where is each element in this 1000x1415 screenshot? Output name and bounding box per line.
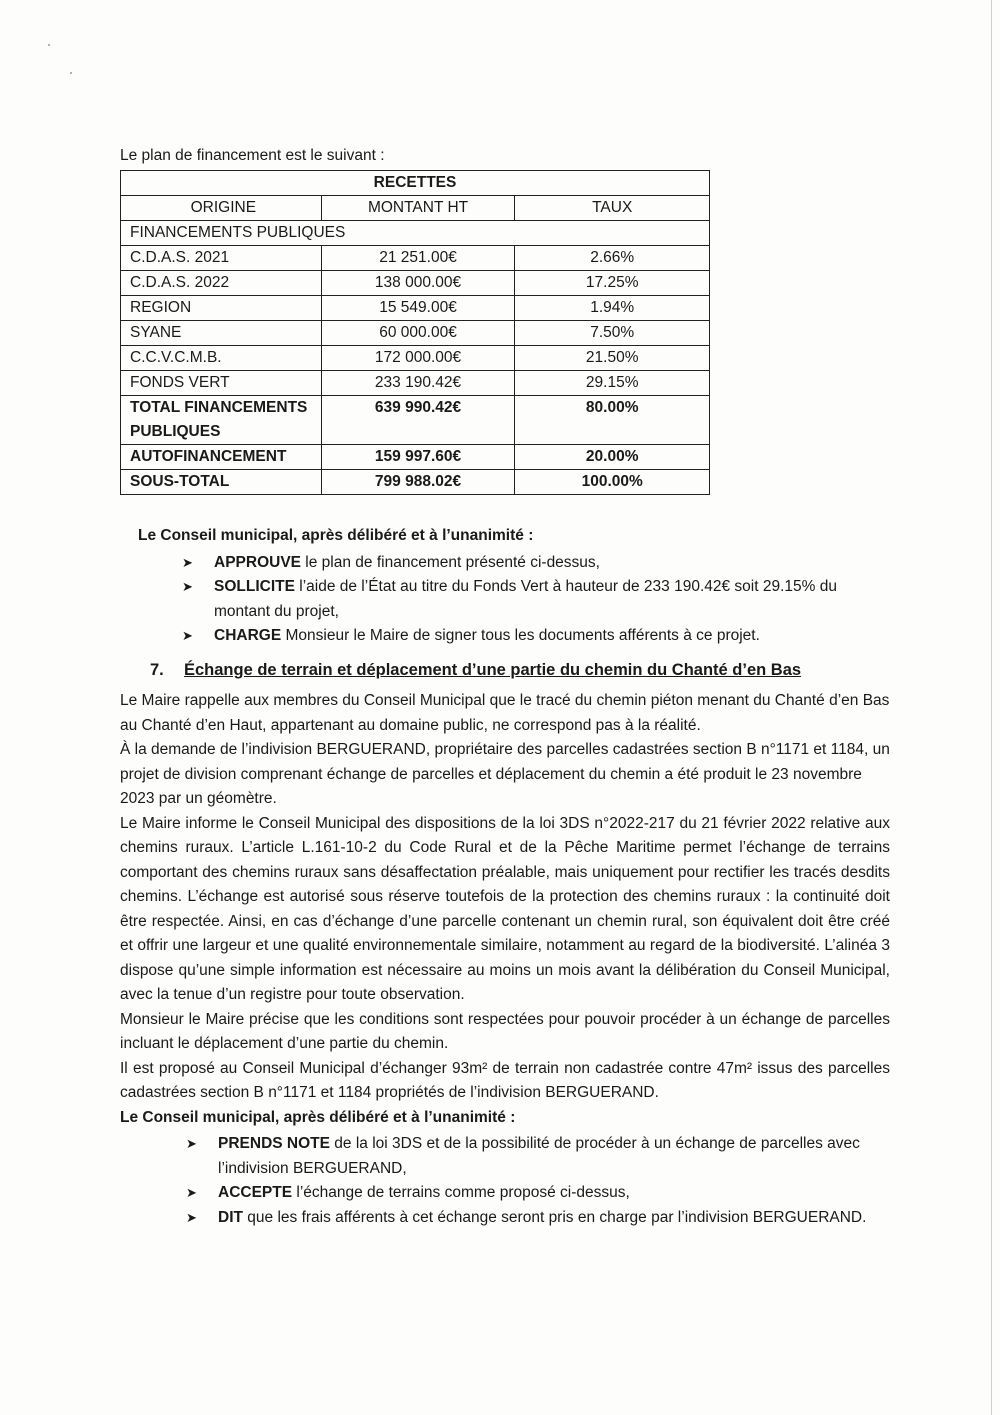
cell-montant: 799 988.02€ [321,470,515,495]
cell-montant: 172 000.00€ [321,346,515,371]
keyword: DIT [218,1208,243,1226]
paragraph: Monsieur le Maire précise que les conditions sont respectées pour pouvoir procéder à un échange de parcelles incluant le déplacement d’une partie du chemin. [120,1010,890,1052]
scan-speck [70,72,72,74]
cell-taux: 100.00% [515,470,710,495]
cell-taux: 29.15% [515,371,710,396]
paragraph: À la demande de l’indivision BERGUERAND, propriétaire des parcelles cadastrées section B n°1171 et 1184, un projet de division comprenant échange de parcelles et déplacement du chemin a été produit le 23 novembre 2023 par un géomètre. [120,741,890,807]
cell-montant: 15 549.00€ [321,296,515,321]
cell-montant: 138 000.00€ [321,271,515,296]
cell-origine: SYANE [121,321,322,346]
financing-table [120,170,710,495]
scan-speck [48,44,50,46]
decision-block-1 [138,524,888,649]
table-row [121,246,710,271]
paragraph: Il est proposé au Conseil Municipal d’échanger 93m² de terrain non cadastrée contre 47m² issus des parcelles cadastrées section B n°1171 et 1184 propriétés de l’indivision BERGUERAND. [120,1059,890,1101]
cell-origine: C.C.V.C.M.B. [121,346,322,371]
arrow-bullet-icon: ➤ [186,1185,197,1200]
list-item [186,1132,890,1181]
total-public-row [121,396,710,445]
paragraph: Le Maire rappelle aux membres du Conseil Municipal que le tracé du chemin piéton menant du Chanté d’en Bas au Chanté d’en Haut, appartenant au domaine public, ne correspond pas à la réalité. [120,692,890,734]
decision-heading: Le Conseil municipal, après délibéré et à l’unanimité : [138,527,534,544]
table-row [121,371,710,396]
keyword: APPROUVE [214,553,301,571]
cell-taux: 1.94% [515,296,710,321]
table-title: RECETTES [121,171,710,196]
table-title-row [121,171,710,196]
arrow-bullet-icon: ➤ [186,1209,197,1225]
cell-taux: 20.00% [515,445,710,470]
section-heading [150,661,801,680]
financing-intro: Le plan de financement est le suivant : [120,147,385,164]
table-row [121,271,710,296]
arrow-bullet-icon: ➤ [182,628,193,643]
table-row [121,321,710,346]
header-taux: TAUX [515,196,710,221]
decision-list [182,551,888,649]
total-label-line2: PUBLIQUES [130,423,221,440]
total-label-line1: TOTAL FINANCEMENTS [130,399,308,416]
arrow-bullet-icon: ➤ [182,579,193,594]
header-montant: MONTANT HT [321,196,515,221]
section-body [120,689,890,1230]
table-row [121,346,710,371]
cell-montant: 639 990.42€ [321,396,515,445]
decision-heading: Le Conseil municipal, après délibéré et à l’unanimité : [120,1108,516,1126]
list-item [186,1181,890,1206]
sous-total-row [121,470,710,495]
cell-origine: FONDS VERT [121,371,322,396]
item-text: que les frais afférents à cet échange seront pris en charge par l’indivision BERGUERAND. [242,1208,867,1226]
group-label: FINANCEMENTS PUBLIQUES [121,221,710,246]
item-text: l’aide de l’État au titre du Fonds Vert à hauteur de 233 190.42€ soit 29.15% du montant du projet, [214,578,837,620]
scan-edge-line [991,0,992,1415]
arrow-bullet-icon: ➤ [186,1136,197,1151]
cell-origine: SOUS-TOTAL [121,470,322,495]
cell-origine: REGION [121,296,322,321]
cell-montant: 21 251.00€ [321,246,515,271]
item-text: Monsieur le Maire de signer tous les documents afférents à ce projet. [281,627,760,644]
cell-taux: 7.50% [515,321,710,346]
keyword: ACCEPTE [218,1184,293,1201]
cell-origine: AUTOFINANCEMENT [121,445,322,470]
keyword: PRENDS NOTE [218,1135,330,1152]
cell-origine: C.D.A.S. 2022 [121,271,322,296]
section-title: Échange de terrain et déplacement d’une partie du chemin du Chanté d’en Bas [184,661,802,679]
item-text: de la loi 3DS et de la possibilité de procéder à un échange de parcelles avec l’indivision BERGUERAND, [218,1135,860,1177]
cell-montant: 60 000.00€ [321,321,515,346]
section-number: 7. [150,661,164,679]
item-text: l’échange de terrains comme proposé ci-dessus, [292,1184,630,1201]
cell-origine [121,396,322,445]
group-row [121,221,710,246]
arrow-bullet-icon: ➤ [182,554,193,570]
list-item [182,624,888,649]
list-item [182,551,888,576]
table-row [121,296,710,321]
cell-origine: C.D.A.S. 2021 [121,246,322,271]
item-text: le plan de financement présenté ci-dessus, [301,553,600,571]
list-item [186,1206,890,1231]
cell-taux: 17.25% [515,271,710,296]
cell-taux: 80.00% [515,396,710,445]
cell-taux: 2.66% [515,246,710,271]
decision-list [186,1132,890,1230]
table-header-row [121,196,710,221]
autofinancement-row [121,445,710,470]
paragraph: Le Maire informe le Conseil Municipal des dispositions de la loi 3DS n°2022-217 du 21 février 2022 relative aux chemins ruraux. L’article L.161-10-2 du Code Rural et de la Pêche Maritime permet l’échange de terrains comportant des chemins ruraux sans désaffectation préalable, mais uniquement pour rectifier les tracés desdits chemins. L’échange est autorisé sous réserve toutefois de la protection des chemins ruraux : la continuité doit être respectée. Ainsi, en cas d’échange d’une parcelle contenant un chemin rural, son équivalent doit être créé et offrir une largeur et une qualité environnementale similaire, notamment au regard de la biodiversité. L’alinéa 3 dispose qu’une simple information est nécessaire au moins un mois avant la délibération du Conseil Municipal, avec la tenue d’un registre pour toute observation. [120,814,890,1003]
cell-montant: 233 190.42€ [321,371,515,396]
keyword: CHARGE [214,627,282,644]
list-item [182,575,888,624]
keyword: SOLLICITE [214,578,295,595]
cell-montant: 159 997.60€ [321,445,515,470]
header-origine: ORIGINE [121,196,322,221]
cell-taux: 21.50% [515,346,710,371]
